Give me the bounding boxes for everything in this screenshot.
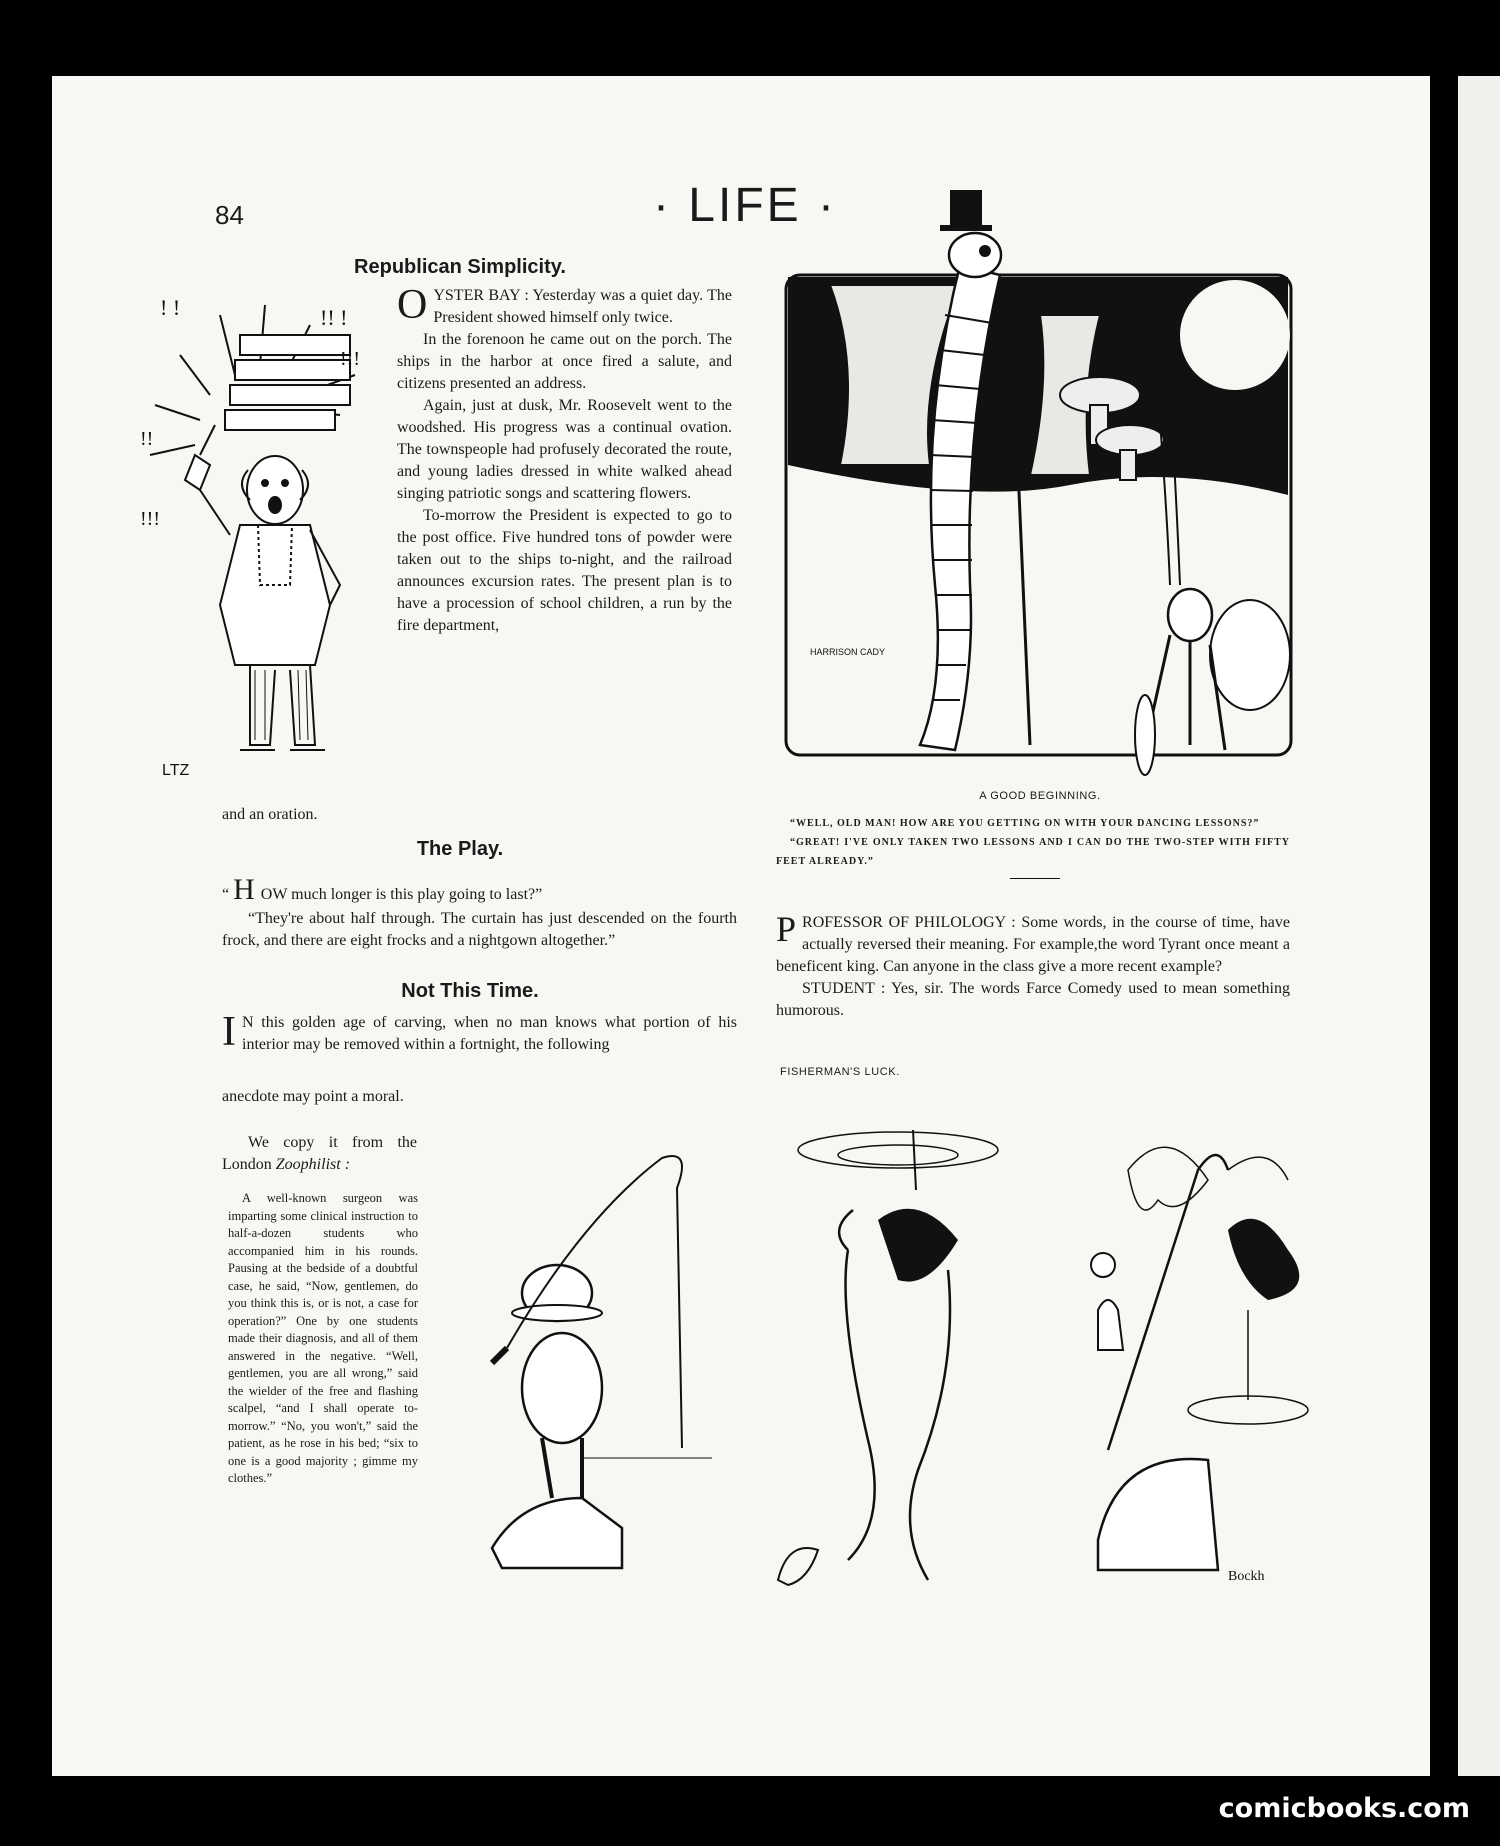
philology-article [776, 909, 1291, 1022]
open-quote: “ [222, 886, 230, 903]
philology-speaker: ROFESSOR OF PHILOLOGY : [802, 914, 1016, 931]
philology-text: Some words, in the course of time, have actually reversed their meaning. For example,the word Tyrant once meant a beneficent king. Can anyone in the class give a more recent example? [776, 914, 1291, 975]
dialog-line-2: “GREAT! I'VE ONLY TAKEN TWO LESSONS AND I CAN DO THE TWO-STEP WITH FIFTY FEET ALREADY.” [776, 837, 1290, 867]
fisherman-panel-3 [1058, 1110, 1348, 1605]
fisherman-panel-1 [432, 1118, 722, 1603]
surgeon-anecdote-text: A well-known surgeon was imparting some clinical instruction to half-a-dozen students who accompanied him in his rounds. Pausing at the bedside of a doubtful case, he said, “Now, gentlemen, do you think this is, or is not, a case for operation?” One by one students made their diagnosis, and all of them answered in the negative. “Well, gentlemen, you are all wrong,” said the wielder of the free and flashing scalpel, “and I shall operate to-morrow.” “No, you won't,” said the patient, as he rose in his bed; “six to one is a good majority ; gimme my clothes.” [228, 1191, 418, 1485]
divider-rule [1010, 878, 1060, 879]
next-page-edge [1458, 76, 1500, 1776]
dropcap-h: H [233, 873, 255, 906]
good-beginning-dialog [776, 814, 1290, 871]
svg-text:!!!: !!! [340, 348, 360, 370]
dropcap-o: O [397, 282, 428, 328]
svg-text:!! !: !! ! [320, 305, 348, 330]
play-article [222, 872, 737, 952]
good-beginning-caption: A GOOD BEGINNING. [979, 790, 1101, 802]
dropcap-i: I [222, 1009, 236, 1055]
fisherman-caption: FISHERMAN'S LUCK. [780, 1066, 900, 1078]
play-title: The Play. [416, 838, 504, 860]
play-line-1: OW much longer is this play going to last?” [260, 886, 543, 903]
svg-text:! !: ! ! [160, 295, 181, 320]
site-watermark: comicbooks.com [1218, 1793, 1470, 1824]
not-this-time-par-2 [222, 1132, 417, 1176]
cartoon-spine-and-grasshopper [770, 165, 1300, 785]
zoophilist-title: Zoophilist : [275, 1156, 351, 1173]
masthead-title: · LIFE · [652, 179, 837, 232]
student-text: Yes, sir. The words Farce Comedy used to mean something humorous. [776, 980, 1291, 1019]
svg-text:!!: !! [140, 428, 154, 450]
surgeon-anecdote [228, 1190, 418, 1488]
par-2-text: We copy it from the London [222, 1134, 417, 1173]
page-number: 84 [215, 200, 244, 230]
republican-par-3: Again, just at dusk, Mr. Roosevelt went to the woodshed. His progress was a continual ovation. The townspeople had profusely decorated the route, and young ladies dressed in white walked ahead singing patriotic songs and scattering flowers. [397, 397, 732, 502]
svg-text:Bockh: Bockh [1228, 1569, 1265, 1584]
dropcap-p: P [776, 909, 797, 949]
play-line-2: “They're about half through. The curtain has just descended on the fourth frock, and there are eight frocks and a nightgown altogether.” [222, 910, 737, 949]
svg-text:!!!: !!! [140, 508, 160, 530]
fisherman-panel-2 [748, 1110, 1033, 1605]
not-this-time-par-1b: anecdote may point a moral. [222, 1088, 404, 1105]
not-this-time-intro [222, 1009, 737, 1056]
republican-par-1: YSTER BAY : Yesterday was a quiet day. The President showed himself only twice. [433, 287, 732, 326]
dialog-line-1: “WELL, OLD MAN! HOW ARE YOU GETTING ON WITH YOUR DANCING LESSONS?” [790, 818, 1260, 829]
cartoon-ratchet-man [140, 285, 415, 785]
republican-par-4-end: and an oration. [222, 806, 318, 823]
not-this-time-title: Not This Time. [401, 980, 539, 1002]
student-label: STUDENT : [802, 980, 886, 997]
republican-article [397, 282, 732, 637]
svg-text:LTZ: LTZ [162, 762, 190, 779]
republican-par-4: To-morrow the President is expected to go to the post office. Five hundred tons of powder were taken out to the ships to-night, and the railroad announces excursion rates. The present plan is to have a procession of school children, a run by the fire department, [397, 507, 732, 634]
republican-par-2: In the forenoon he came out on the porch. The ships in the harbor at once fired a salute, and citizens presented an address. [397, 331, 732, 392]
republican-title: Republican Simplicity. [354, 256, 566, 278]
not-this-time-par-1a: N this golden age of carving, when no man knows what portion of his interior may be removed within a fortnight, the following [242, 1014, 737, 1053]
artist-signature: HARRISON CADY [810, 647, 886, 657]
